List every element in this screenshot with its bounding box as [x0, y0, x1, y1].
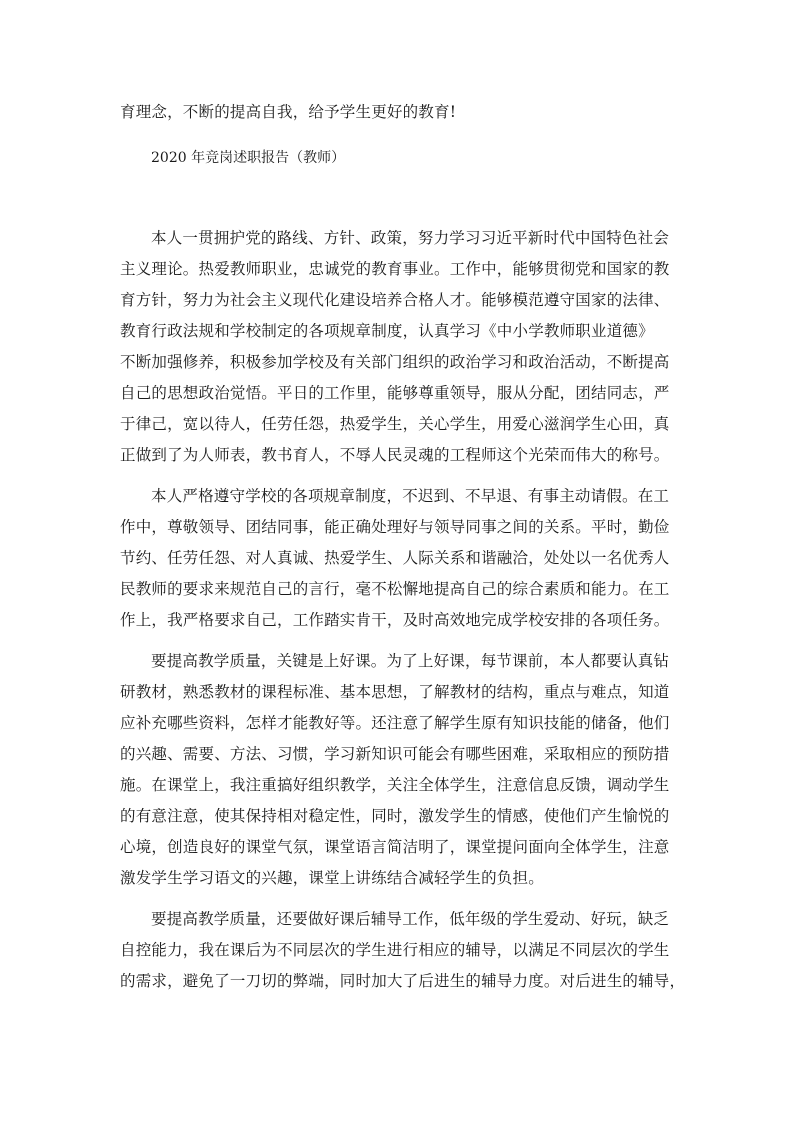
paragraph-line: 育方针，努力为社会主义现代化建设培养合格人才。能够模范遵守国家的法律、 [120, 291, 670, 309]
continuation-line: 育理念，不断的提高自我，给予学生更好的教育! [120, 103, 457, 121]
paragraph-first-line: 要提高教学质量，关键是上好课。为了上好课，每节课前，本人都要认真钻 [151, 652, 670, 670]
paragraph-line: 的需求，避免了一刀切的弊端，同时加大了后进生的辅导力度。对后进生的辅导， [120, 972, 686, 990]
paragraph-line: 应补充哪些资料，怎样才能教好等。还注意了解学生原有知识技能的储备，他们 [120, 714, 670, 732]
paragraph-line: 作中，尊敬领导、团结同事，能正确处理好与领导同事之间的关系。平时，勤俭 [120, 518, 670, 536]
paragraph-line: 自己的思想政治觉悟。平日的工作里，能够尊重领导，服从分配，团结同志，严 [120, 384, 670, 402]
paragraph-first-line: 本人严格遵守学校的各项规章制度，不迟到、不早退、有事主动请假。在工 [151, 487, 670, 505]
paragraph-line: 施。在课堂上，我注重搞好组织教学，关注全体学生，注意信息反馈，调动学生 [120, 776, 670, 794]
paragraph-line: 不断加强修养，积极参加学校及有关部门组织的政治学习和政治活动，不断提高 [120, 353, 670, 371]
paragraph-line: 自控能力，我在课后为不同层次的学生进行相应的辅导，以满足不同层次的学生 [120, 941, 670, 959]
paragraph-line: 作上，我严格要求自己，工作踏实肯干，及时高效地完成学校安排的各项任务。 [120, 611, 670, 629]
paragraph-line: 于律己，宽以待人，任劳任怨，热爱学生，关心学生，用爱心滋润学生心田，真 [120, 415, 670, 433]
paragraph-line: 节约、任劳任怨、对人真诚、热爱学生、人际关系和谐融洽，处处以一名优秀人 [120, 549, 670, 567]
paragraph-line: 的兴趣、需要、方法、习惯，学习新知识可能会有哪些困难，采取相应的预防措 [120, 745, 670, 763]
paragraph-line: 激发学生学习语文的兴趣，课堂上讲练结合减轻学生的负担。 [120, 869, 544, 887]
paragraph-line: 研教材，熟悉教材的课程标准、基本思想，了解教材的结构，重点与难点，知道 [120, 683, 670, 701]
paragraph-first-line: 要提高教学质量，还要做好课后辅导工作，低年级的学生爱动、好玩，缺乏 [151, 910, 670, 928]
paragraph-line: 民教师的要求来规范自己的言行，毫不松懈地提高自己的综合素质和能力。在工 [120, 580, 670, 598]
paragraph-line: 主义理论。热爱教师职业，忠诚党的教育事业。工作中，能够贯彻党和国家的教 [120, 260, 670, 278]
paragraph-line: 正做到了为人师表，教书育人，不辱人民灵魂的工程师这个光荣而伟大的称号。 [120, 446, 670, 464]
paragraph-line: 教育行政法规和学校制定的各项规章制度，认真学习《中小学教师职业道德》 [120, 322, 654, 340]
paragraph-line: 的有意注意，使其保持相对稳定性，同时，激发学生的情感，使他们产生愉悦的 [120, 807, 670, 825]
report-title: 2020 年竞岗述职报告（教师） [151, 150, 346, 166]
paragraph-line: 心境，创造良好的课堂气氛，课堂语言简洁明了，课堂提问面向全体学生，注意 [120, 838, 670, 856]
paragraph-first-line: 本人一贯拥护党的路线、方针、政策，努力学习习近平新时代中国特色社会 [151, 229, 670, 247]
